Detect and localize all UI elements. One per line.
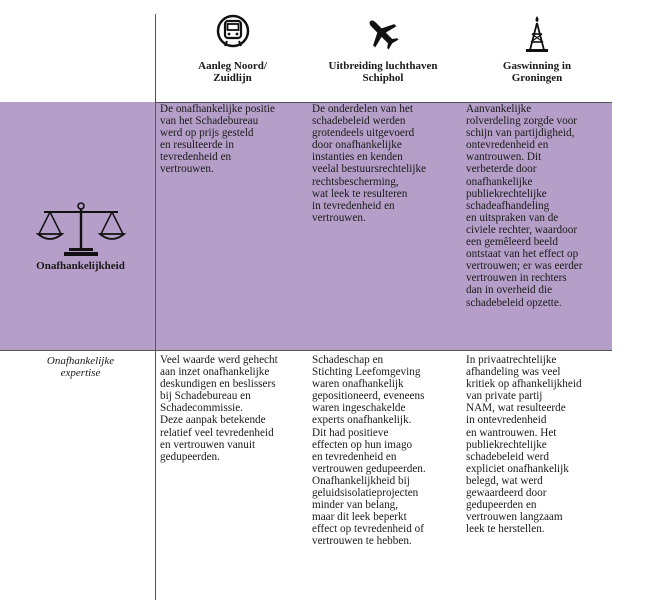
cell-text-line: grotendeels uitgevoerd (312, 127, 415, 140)
train-icon (216, 14, 250, 54)
cell-text-line: instanties en kenden (312, 151, 403, 164)
column-label: Aanleg Noord/ (198, 60, 267, 72)
cell-text-line: waren onafhankelijk (312, 378, 404, 391)
cell-text-line: en resulteerde in (160, 139, 234, 152)
cell-text-line: werd op prijs gesteld (160, 127, 254, 140)
column-label: Uitbreiding luchthaven (328, 60, 438, 72)
cell-text-line: Stichting Leefomgeving (312, 366, 421, 379)
cell-text-line: waren ingeschakelde (312, 402, 406, 415)
cell-text-line: kritiek op afhankelijkheid (466, 378, 582, 391)
cell-text-line: deskundigen en beslissers (160, 378, 276, 391)
airplane-icon (366, 14, 400, 54)
cell-text-line: gewaardeerd door (466, 487, 547, 500)
cell-text-line: afhandeling was veel (466, 366, 561, 379)
cell-text-line: en wantrouwen. Het (466, 426, 557, 439)
cell-onafhankelijkheid-noord-zuidlijn (160, 103, 305, 176)
cell-text-line: effect op tevredenheid of (312, 523, 424, 536)
cell-text-line: gedupeerden en (466, 499, 537, 512)
cell-text-line: Deze aanpak betekende (160, 414, 266, 427)
cell-text-line: De onderdelen van het (312, 103, 413, 115)
cell-text-line: maar dit leek beperkt (312, 511, 407, 524)
scales-icon (36, 200, 126, 258)
cell-text-line: NAM, wat resulteerde (466, 402, 566, 415)
cell-text-line: ontstaat van het effect op (466, 248, 579, 261)
cell-text-line: vertrouwen; er was eerder (466, 260, 583, 273)
cell-text-line: wat leek te resulteren (312, 187, 408, 200)
cell-onafhankelijkheid-schiphol (312, 103, 462, 224)
cell-text-line: Onafhankelijkheid bij (312, 474, 410, 487)
cell-text-line: schadeafhandeling (466, 199, 550, 212)
row-label-onafhankelijke-expertise (18, 355, 143, 379)
column-label: Schiphol (362, 72, 404, 84)
cell-text-line: dan in overheid die (466, 284, 553, 297)
cell-text-line: veelal bestuursrechtelijke (312, 163, 426, 176)
cell-text-line: civiele rechter, waardoor (466, 223, 578, 236)
cell-text-line: van private partij (466, 390, 543, 403)
row-label-onafhankelijkheid (18, 200, 143, 272)
cell-text-line: experts onafhankelijk. (312, 414, 412, 427)
cell-expertise-noord-zuidlijn (160, 354, 305, 463)
drilling-rig-icon (520, 14, 554, 54)
cell-text-line: schadebeleid werden (312, 115, 406, 128)
cell-text-line: vertrouwen te hebben. (312, 535, 412, 548)
row-label: Onafhankelijkheid (36, 260, 125, 272)
cell-text-line: effecten op hun imago (312, 438, 413, 451)
cell-text-line: expliciet onafhankelijk (466, 462, 569, 475)
column-label: Gaswinning in (502, 60, 572, 72)
cell-expertise-schiphol (312, 354, 462, 548)
cell-text-line: De onafhankelijke positie (160, 103, 275, 115)
cell-text-line: vertrouwen gedupeerden. (312, 462, 426, 475)
cell-text-line: schijn van partijdigheid, (466, 127, 575, 140)
cell-text-line: rechtsbescherming, (312, 175, 399, 188)
cell-text-line: en vertrouwen vanuit (160, 438, 256, 451)
column-header-schiphol (308, 14, 458, 84)
cell-text-line: In privaatrechtelijke (466, 354, 557, 366)
cell-text-line: en uitspraken van de (466, 211, 559, 224)
cell-text-line: tevredenheid en (160, 151, 232, 164)
cell-onafhankelijkheid-groningen (466, 103, 614, 309)
cell-text-line: Aanvankelijke (466, 103, 532, 115)
column-header-noord-zuidlijn (165, 14, 300, 84)
cell-text-line: publiekrechtelijke (466, 438, 547, 451)
cell-text-line: gepositioneerd, eveneens (312, 390, 425, 403)
cell-expertise-groningen (466, 354, 614, 535)
cell-text-line: van het Schadebureau (160, 115, 259, 128)
cell-text-line: vertrouwen. (312, 211, 366, 224)
cell-text-line: Dit had positieve (312, 426, 389, 439)
cell-text-line: door onafhankelijke (312, 139, 402, 152)
cell-text-line: wantrouwen. Dit (466, 151, 542, 164)
cell-text-line: belegd, wat werd (466, 474, 543, 487)
cell-text-line: ontevredenheid en (466, 139, 549, 152)
row-label: expertise (60, 367, 101, 379)
cell-text-line: in tevredenheid en (312, 199, 395, 212)
cell-text-line: in ontevredenheid (466, 414, 547, 427)
column-label: Groningen (511, 72, 563, 84)
cell-text-line: schadebeleid werd (466, 450, 549, 463)
cell-text-line: relatief veel tevredenheid (160, 426, 274, 439)
row-divider (0, 350, 612, 351)
cell-text-line: vertrouwen. (160, 163, 214, 176)
cell-text-line: publiekrechtelijke (466, 187, 547, 200)
cell-text-line: rolverdeling zorgde voor (466, 115, 578, 128)
cell-text-line: en tevredenheid en (312, 450, 397, 463)
row-label: Onafhankelijke (46, 355, 115, 367)
cell-text-line: vertrouwen langzaam (466, 511, 563, 524)
column-header-groningen (462, 14, 612, 84)
column-label: Zuidlijn (213, 72, 252, 84)
cell-text-line: verbeterde door (466, 163, 537, 176)
cell-text-line: minder van belang, (312, 499, 399, 512)
cell-text-line: aan inzet onafhankelijke (160, 366, 270, 379)
cell-text-line: bij Schadebureau en (160, 390, 251, 403)
cell-text-line: geluidsisolatieprojecten (312, 487, 419, 500)
cell-text-line: schadebeleid opzette. (466, 296, 562, 309)
cell-text-line: gedupeerden. (160, 450, 220, 463)
cell-text-line: Schadeschap en (312, 354, 384, 366)
cell-text-line: Veel waarde werd gehecht (160, 354, 278, 366)
cell-text-line: leek te herstellen. (466, 523, 545, 536)
cell-text-line: onafhankelijke (466, 175, 533, 188)
cell-text-line: Schadecommissie. (160, 402, 243, 415)
cell-text-line: een gemêleerd beeld (466, 236, 558, 249)
cell-text-line: vertrouwen in rechters (466, 272, 567, 285)
